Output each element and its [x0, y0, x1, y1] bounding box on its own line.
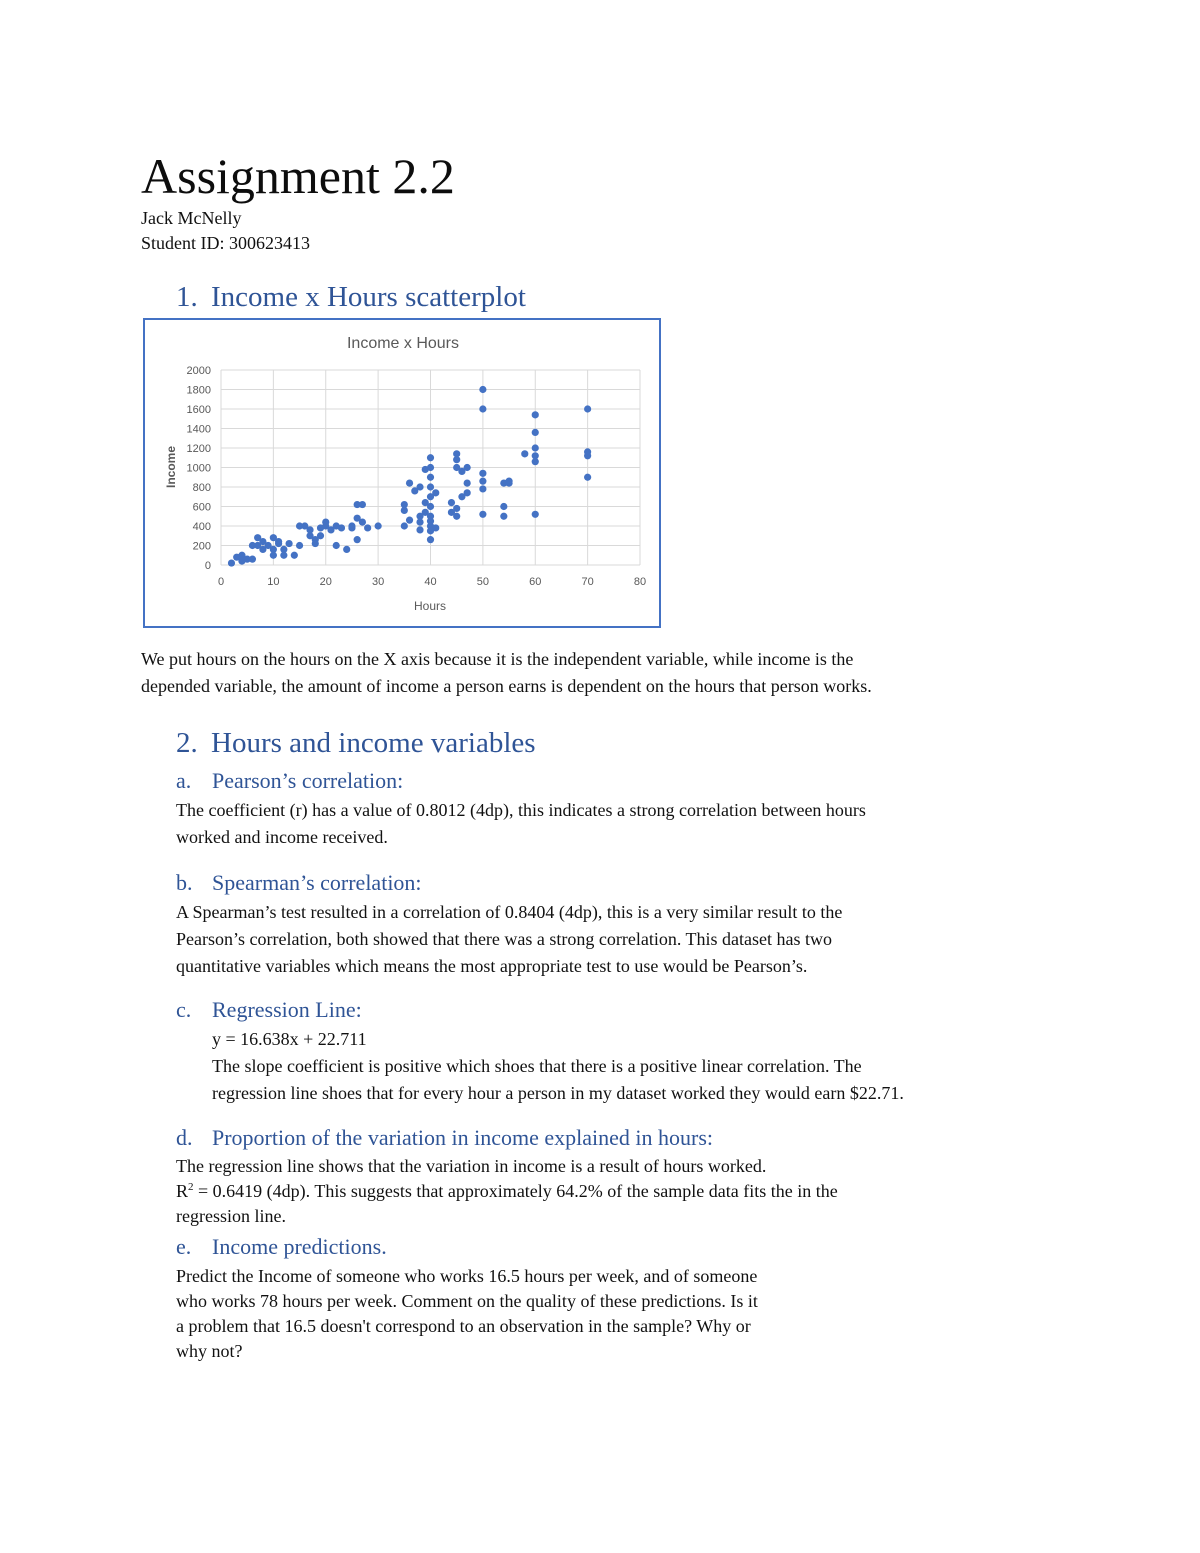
data-point: [479, 485, 486, 492]
data-point: [343, 546, 350, 553]
data-point: [406, 517, 413, 524]
data-point: [322, 519, 329, 526]
data-point: [453, 505, 460, 512]
subsection-e-line-1: Predict the Income of someone who works 16.5 hours per week, and of someone: [176, 1266, 758, 1286]
data-point: [479, 478, 486, 485]
data-point: [401, 522, 408, 529]
x-tick-label: 50: [476, 576, 489, 588]
data-point: [427, 536, 434, 543]
x-tick-label: 20: [319, 576, 332, 588]
y-tick-label: 200: [192, 540, 211, 553]
data-point: [479, 386, 486, 393]
data-point: [532, 458, 539, 465]
section-1-number: 1.: [176, 281, 198, 313]
subsection-a-title: Pearson’s correlation:: [212, 768, 404, 793]
chart-y-axis-label: Income: [164, 445, 178, 489]
data-point: [427, 454, 434, 461]
y-tick-label: 1600: [186, 404, 211, 416]
x-tick-label: 80: [633, 576, 647, 588]
data-point: [348, 524, 355, 531]
y-tick-label: 2000: [186, 365, 211, 377]
data-point: [270, 546, 277, 553]
regression-equation: y = 16.638x + 22.711: [212, 1029, 367, 1049]
x-tick-label: 40: [424, 576, 437, 588]
document-title: Assignment 2.2: [141, 148, 455, 204]
data-point: [500, 513, 507, 520]
data-point: [401, 501, 408, 508]
x-tick-label: 60: [529, 576, 542, 588]
data-point: [364, 524, 371, 531]
data-point: [500, 503, 507, 510]
r-squared-superscript: 2: [188, 1181, 194, 1193]
data-point: [521, 450, 528, 457]
y-tick-label: 0: [204, 560, 211, 572]
chart-x-axis-label: Hours: [413, 599, 447, 613]
data-point: [427, 483, 434, 490]
r-squared-symbol: R: [176, 1181, 189, 1201]
subsection-c-label: c.: [176, 997, 192, 1022]
subsection-c-line-1: The slope coefficient is positive which shoes that there is a positive linear correlation. The: [212, 1056, 862, 1076]
data-point: [532, 511, 539, 518]
data-point: [416, 526, 423, 533]
data-point: [479, 405, 486, 412]
subsection-e-line-4: why not?: [176, 1341, 243, 1361]
scatterplot-svg: [145, 320, 659, 626]
student-id: Student ID: 300623413: [141, 233, 310, 253]
section-1-title: Income x Hours scatterplot: [211, 281, 526, 313]
x-tick-label: 0: [217, 576, 225, 588]
subsection-c-title: Regression Line:: [212, 997, 362, 1022]
subsection-a-heading: [176, 767, 403, 795]
subsection-d-title: Proportion of the variation in income explained in hours:: [212, 1125, 714, 1150]
subsection-e-label: e.: [176, 1234, 192, 1259]
subsection-a-line-2: worked and income received.: [176, 827, 388, 847]
data-point: [453, 513, 460, 520]
data-point: [416, 483, 423, 490]
data-point: [532, 411, 539, 418]
subsection-e-line-3: a problem that 16.5 doesn't correspond to an observation in the sample? Why or: [176, 1316, 751, 1336]
data-point: [416, 519, 423, 526]
subsection-b-label: b.: [176, 870, 193, 895]
data-point: [333, 542, 340, 549]
y-tick-label: 1000: [186, 462, 211, 475]
r-squared-text: = 0.6419 (4dp). This suggests that approximately 64.2% of the sample data fits the in the: [193, 1181, 838, 1201]
subsection-d-heading: [176, 1124, 713, 1152]
section-2-heading: [176, 725, 536, 761]
subsection-a-label: a.: [176, 768, 192, 793]
subsection-b-heading: [176, 869, 422, 897]
data-point: [432, 524, 439, 531]
data-point: [317, 532, 324, 539]
author-name: Jack McNelly: [141, 208, 242, 228]
data-point: [532, 429, 539, 436]
subsection-d-label: d.: [176, 1125, 193, 1150]
chart-title: Income x Hours: [346, 335, 460, 352]
subsection-b-line-2: Pearson’s correlation, both showed that there was a strong correlation. This dataset has two: [176, 929, 832, 949]
subsection-e-line-2: who works 78 hours per week. Comment on the quality of these predictions. Is it: [176, 1291, 758, 1311]
data-point: [406, 480, 413, 487]
data-point: [505, 480, 512, 487]
data-point: [359, 519, 366, 526]
data-point: [453, 456, 460, 463]
data-point: [249, 556, 256, 563]
section-2-number: 2.: [176, 727, 198, 759]
data-point: [427, 474, 434, 481]
data-point: [532, 444, 539, 451]
data-point: [464, 480, 471, 487]
data-point: [584, 405, 591, 412]
data-point: [432, 489, 439, 496]
data-point: [359, 501, 366, 508]
subsection-e-heading: [176, 1233, 387, 1261]
subsection-b-title: Spearman’s correlation:: [212, 870, 422, 895]
subsection-b-line-3: quantitative variables which means the most appropriate test to use would be Pearson’s.: [176, 956, 808, 976]
x-tick-label: 30: [372, 576, 385, 588]
data-point: [427, 503, 434, 510]
y-tick-label: 1200: [186, 443, 211, 455]
subsection-c-heading: [176, 996, 362, 1024]
subsection-b-line-1: A Spearman’s test resulted in a correlation of 0.8404 (4dp), this is a very similar result to the: [176, 902, 843, 922]
scatterplot-chart: [143, 318, 661, 628]
section-1-heading: [176, 279, 526, 315]
data-point: [296, 542, 303, 549]
data-point: [228, 559, 235, 566]
data-point: [584, 452, 591, 459]
data-point: [479, 470, 486, 477]
y-tick-label: 400: [192, 521, 211, 533]
data-point: [280, 552, 287, 559]
y-tick-label: 600: [192, 501, 211, 514]
x-tick-label: 70: [581, 576, 594, 588]
section-2-title: Hours and income variables: [211, 727, 536, 759]
y-tick-label: 1800: [186, 384, 211, 397]
subsection-d-line-2: [176, 1179, 838, 1204]
data-point: [275, 538, 282, 545]
data-point: [464, 489, 471, 496]
data-point: [338, 524, 345, 531]
chart-points: [228, 386, 591, 567]
data-point: [291, 552, 298, 559]
data-point: [479, 511, 486, 518]
data-point: [238, 552, 245, 559]
subsection-c-line-2: regression line shoes that for every hour a person in my dataset worked they would earn $22.71.: [212, 1083, 904, 1103]
subsection-d-line-1: The regression line shows that the variation in income is a result of hours worked.: [176, 1156, 767, 1176]
section-1-paragraph-line-1: We put hours on the hours on the X axis because it is the independent variable, while income is the: [141, 649, 854, 669]
subsection-d-line-3: regression line.: [176, 1206, 286, 1226]
data-point: [427, 464, 434, 471]
section-1-paragraph-line-2: depended variable, the amount of income a person earns is dependent on the hours that person works.: [141, 676, 872, 696]
x-tick-label: 10: [267, 576, 280, 588]
data-point: [448, 499, 455, 506]
data-point: [464, 464, 471, 471]
data-point: [375, 522, 382, 529]
y-tick-label: 1400: [186, 423, 211, 436]
subsection-e-title: Income predictions.: [212, 1234, 387, 1259]
data-point: [285, 540, 292, 547]
chart-tick-labels: [187, 365, 647, 588]
data-point: [584, 474, 591, 481]
subsection-a-line-1: The coefficient (r) has a value of 0.8012 (4dp), this indicates a strong correlation between hours: [176, 800, 866, 820]
y-tick-label: 800: [192, 482, 211, 494]
data-point: [354, 536, 361, 543]
